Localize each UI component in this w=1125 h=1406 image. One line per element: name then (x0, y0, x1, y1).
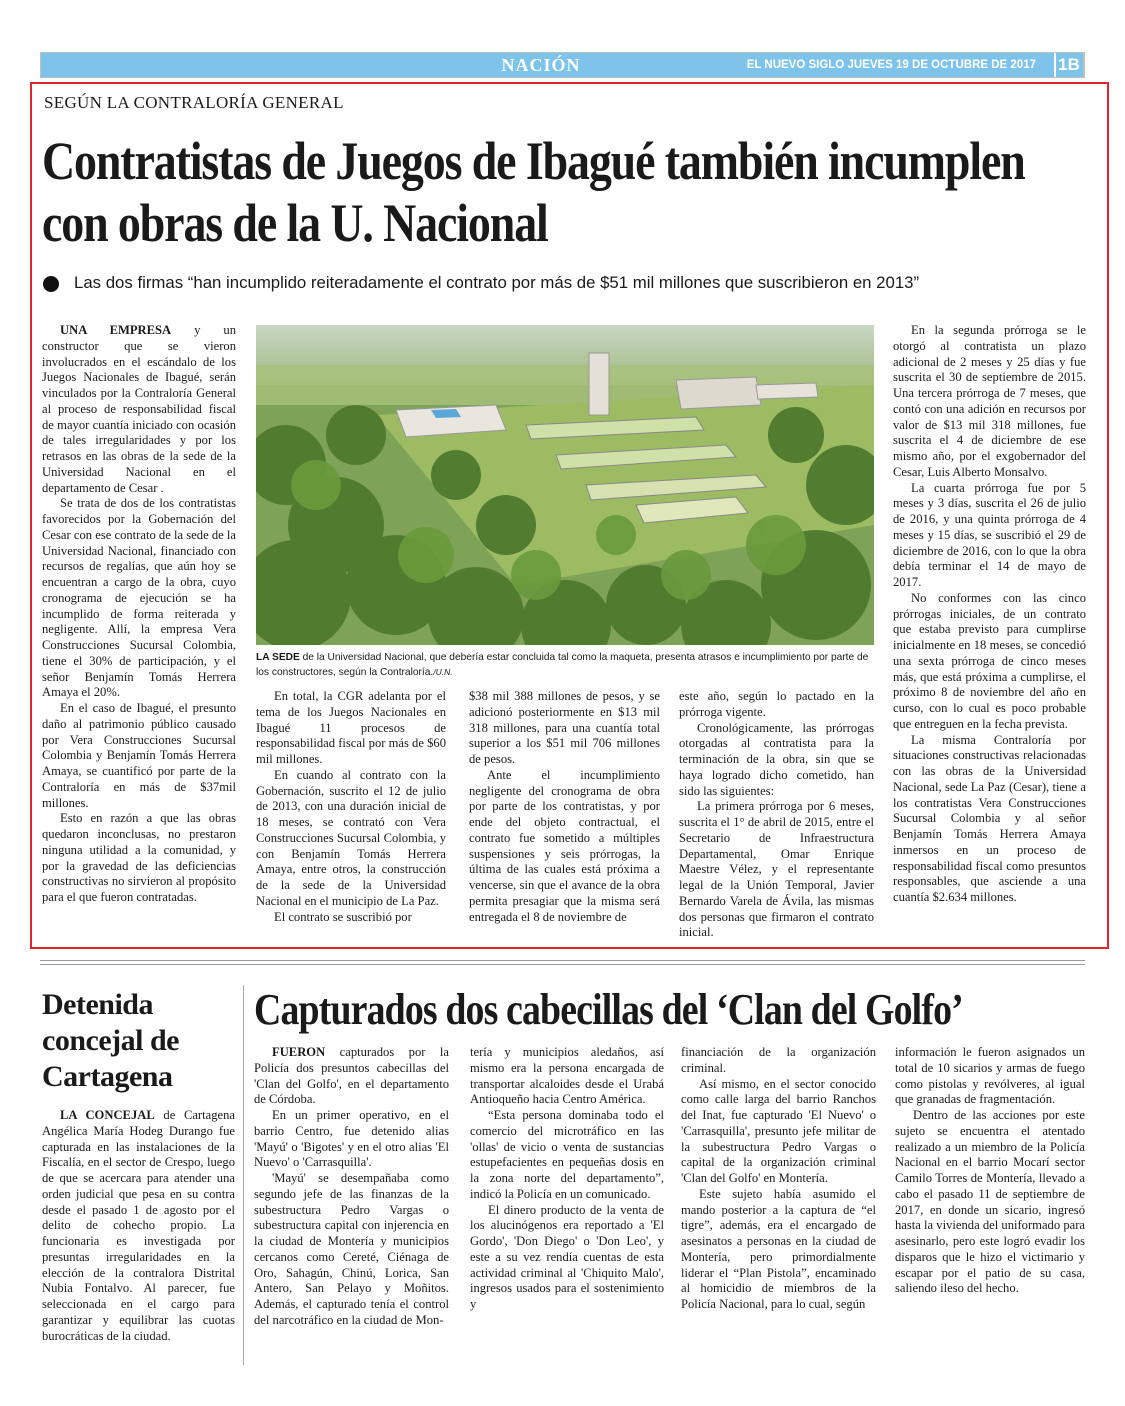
paragraph: $38 mil 388 millones de pesos, y se adicionó posteriormente en $13 mil 318 millones, para una cuantía total superior a los $51 mil 706 millones de pesos. (469, 689, 660, 766)
paragraph: La misma Contraloría por situaciones constructivas relacionadas con las obras de la Universidad Nacional, sede La Paz (Cesar), tiene a los contratistas Vera Construcciones Sucursal Colombia y al señor Benjamín Tomás Herrera Amaya inmersos en un proceso de responsabilidad fiscal como presuntos responsables, que asciende a una cuantía $2.634 millones. (893, 732, 1086, 904)
paragraph: “Esta persona dominaba todo el comercio del microtráfico en las 'ollas' de vicio o venta de sustancias estupefacientes en pequeñas dosis en la zona norte del departamento”, indicó la Policía en un comunicado. (470, 1108, 664, 1201)
paragraph: este año, según lo pactado en la prórroga vigente. (679, 689, 874, 719)
paragraph: Este sujeto había asumido el mando posterior a la captura de “el tigre”, además, era el encargado de asesinatos a personas en la ciudad de Montería, pero primordialmente liderar el “Plan Pistola”, encaminado al homicidio de miembros de la Policía Nacional, para lo cual, según (681, 1186, 876, 1311)
lead-in: FUERON (272, 1045, 326, 1059)
paragraph: En un primer operativo, en el barrio Centro, fue detenido alias 'Mayú' o 'Bigotes' y en el otro alias 'El Nuevo' o 'Carrasquilla'. (254, 1108, 449, 1170)
main-headline: Contratistas de Juegos de Ibagué también incumplen con obras de la U. Nacional (42, 131, 1025, 253)
campus-illustration (256, 325, 874, 645)
paragraph: La cuarta prórroga fue por 5 meses y 3 días, suscrita el 26 de julio de 2016, y una quinta prórroga de 4 meses y 15 días, se suscribió el 29 de diciembre de 2016, con lo que la obra debía terminar el 14 de mayo de 2017. (893, 480, 1086, 589)
article-column-4 (679, 689, 874, 941)
clan-column-4 (895, 1045, 1085, 1297)
sidebar-headline: Detenida concejal de Cartagena (42, 988, 179, 1093)
paragraph: En el caso de Ibagué, el presunto daño al patrimonio público causado por Vera Construcciones Sucursal Colombia y Benjamín Tomás Herrera Amaya, se cuantificó por parte de la Contraloría en más de $37mil millones. (42, 701, 236, 810)
lead-in: LA CONCEJAL (60, 1108, 155, 1122)
column-divider (243, 985, 244, 1365)
paragraph: financiación de la organización criminal. (681, 1045, 876, 1075)
lead-in: UNA EMPRESA (60, 323, 172, 337)
article-column-5 (893, 323, 1086, 906)
paragraph: Cronológicamente, las prórrogas otorgadas al contratista para la terminación de la obra, sin que se haya logrado dicho cometido, han sido las siguientes: (679, 720, 874, 798)
paragraph: No conformes con las cinco prórrogas iniciales, de un contrato que estaba previsto para cumplirse inicialmente en 18 meses, se concedió una sexta prórroga de cinco meses más, que está próxima a cumplirse, el próximo 8 de noviembre del año en curso, con lo cual es poco probable que entreguen en la fecha prevista. (893, 590, 1086, 731)
date-line: EL NUEVO SIGLO JUEVES 19 DE OCTUBRE DE 2017 (746, 59, 1036, 71)
article-column-1 (42, 323, 236, 906)
paragraph: En la segunda prórroga se le otorgó al contratista un plazo adicional de 2 meses y 25 días y fue suscrita el 30 de septiembre de 2015. Una tercera prórroga de 7 meses, que contó con una adición en recursos por valor de $13 mil 318 millones, fue suscrita el 4 de diciembre de ese mismo año, por el exgobernador del Cesar, Luis Alberto Monsalvo. (893, 323, 1086, 479)
paragraph: El contrato se suscribió por (274, 909, 412, 924)
paragraph: 'Mayú' se desempañaba como segundo jefe de las finanzas de la subestructura Pedro Vargas o subestructura capital con injerencia en la ciudad de Montería y municipios cercanos como Cereté, Ciénaga de Oro, Sahagún, Chinú, Lorica, San Antero, San Pelayo y Moñitos. Además, el capturado tenía el control del narcotráfico en la ciudad de Mon- (254, 1171, 449, 1327)
paragraph: información le fueron asignados un total de 10 sicarios y armas de fuego como pistolas y revólveres, al igual que granadas de fragmentación. (895, 1045, 1085, 1107)
photo-caption (256, 651, 874, 680)
article-column-3 (469, 689, 660, 925)
bullet-icon (43, 276, 59, 292)
paragraph: capturados por la Policía dos presuntos cabecillas del 'Clan del Golfo', en el departamento de Córdoba. (254, 1045, 449, 1107)
sidebar-body (42, 1108, 235, 1344)
paragraph: Así mismo, en el sector conocido como calle larga del barrio Ranchos del Inat, fue capturado 'El Nuevo' o 'Carrasquilla', presunto jefe militar de la subestructura Pedro Vargas o capital de la organización criminal 'Clan del Golfo' en Montería. (681, 1076, 876, 1185)
subheadline: Las dos firmas “han incumplido reiteradamente el contrato por más de $51 mil millones que suscribieron en 2013” (74, 273, 920, 292)
paragraph: En cuando al contrato con la Gobernación, suscrito el 12 de julio de 2013, con una duración inicial de 18 meses, se contrató con Vera Construcciones Sucursal Colombia, y con Benjamín Tomás Herrera Amaya, entre otros, la construcción de la sede de la Universidad Nacional en el municipio de La Paz. (256, 767, 446, 908)
paragraph: Dentro de las acciones por este sujeto se encuentra el atentado realizado a un miembro de la Policía Nacional en el barrio Mocarí sector Camilo Torres de Montería, llevado a cabo el pasado 11 de septiembre de 2017, en donde un sicario, ingresó hasta la vivienda del uniformado para asesinarlo, pero este logró evadir los disparos que le hizo el victimario y escapar por el patio de su casa, saliendo ileso del hecho. (895, 1108, 1085, 1296)
paragraph: de Cartagena Angélica María Hodeg Durango fue capturada en las instalaciones de la Fiscalía, en el sector de Crespo, luego de que se acercara para atender una orden judicial que pesa en su contra desde el pasado 1 de agosto por el delito de cohecho propio. La funcionaria es investigada por presuntas irregularidades en la elección de la contralora Distrital Nubia Fontalvo. Al parecer, fue seleccionada en el cargo para garantizar y equilibrar las cuotas burocráticas de la ciudad. (42, 1108, 235, 1343)
article-column-2 (256, 689, 446, 925)
photo-credit: /U.N. (433, 667, 453, 677)
section-name: NACIÓN (501, 55, 581, 75)
paragraph: Se trata de dos de los contratistas favorecidos por la Gobernación del Cesar con ese contrato de la sede de la Universidad Nacional, financiado con recursos de regalías, que aún hoy se encuentran a cargo de la obra, cuyo cronograma de ejecución se ha incumplido de forma reiterada y negligente. Allí, la empresa Vera Construcciones Sucursal Colombia, tiene el 30% de participación, y el señor Benjamín Tomás Herrera Amaya el 20%. (42, 496, 236, 700)
page-number: 1B (1054, 53, 1082, 77)
section-divider (40, 960, 1085, 965)
kicker: SEGÚN LA CONTRALORÍA GENERAL (44, 93, 344, 112)
paragraph: y un constructor que se vieron involucrados en el escándalo de los Juegos Nacionales de Ibagué, serán vinculados por la Contraloría General al proceso de responsabilidad fiscal de mayor cuantía iniciado con ocasión de tales irregularidades y por los retrasos en las obras de la sede de la Universidad Nacional en el departamento de Cesar . (42, 323, 237, 495)
caption-lead: LA SEDE (256, 652, 300, 663)
paragraph: tería y municipios aledaños, así mismo era la persona encargada de transportar alcaloides desde el Urabá Antioqueño hacia Centro América. (470, 1045, 664, 1107)
clan-column-3 (681, 1045, 876, 1313)
clan-column-2 (470, 1045, 664, 1313)
clan-headline: Capturados dos cabecillas del ‘Clan del Golfo’ (254, 985, 963, 1034)
paragraph: Ante el incumplimiento negligente del cronograma de obra por parte de los contratistas, y por ende del objeto contractual, el contrato fue sometido a múltiples suspensiones y seis prórrogas, la última de las cuales está próxima a vencerse, sin que el avance de la obra permita presagiar que la misma será entregada el 8 de noviembre de (469, 767, 660, 924)
clan-column-1 (254, 1045, 449, 1329)
campus-rendering-image (256, 325, 874, 645)
caption-text: de la Universidad Nacional, que debería estar concluida tal como la maqueta, presenta atrasos e incumplimiento por parte de los constructores, según la Contraloría. (256, 652, 869, 678)
paragraph: La primera prórroga por 6 meses, suscrita el 1° de abril de 2015, entre el Secretario de Infraestructura Departamental, Omar Enrique Maestre Vélez, y el representante legal de la Unión Temporal, Javier Bernardo Varela de Ávila, las mismas dos personas que firmaron el contrato inicial. (679, 799, 874, 940)
paragraph: Esto en razón a que las obras quedaron inconclusas, no prestaron ninguna utilidad a la comunidad, y por la gravedad de las deficiencias constructivas no sirvieron al propósito para el que fueron contratadas. (42, 811, 236, 904)
paragraph: El dinero producto de la venta de los alucinógenos era reportado a 'El Gordo', 'Don Diego' o 'Don Leo', y este a su vez rendía cuentas de esta actividad criminal al 'Chiquito Malo', ingresos usados para el sostenimiento y (470, 1202, 664, 1311)
paragraph: En total, la CGR adelanta por el tema de los Juegos Nacionales en Ibagué 11 procesos de responsabilidad fiscal por más de $60 mil millones. (256, 689, 446, 766)
